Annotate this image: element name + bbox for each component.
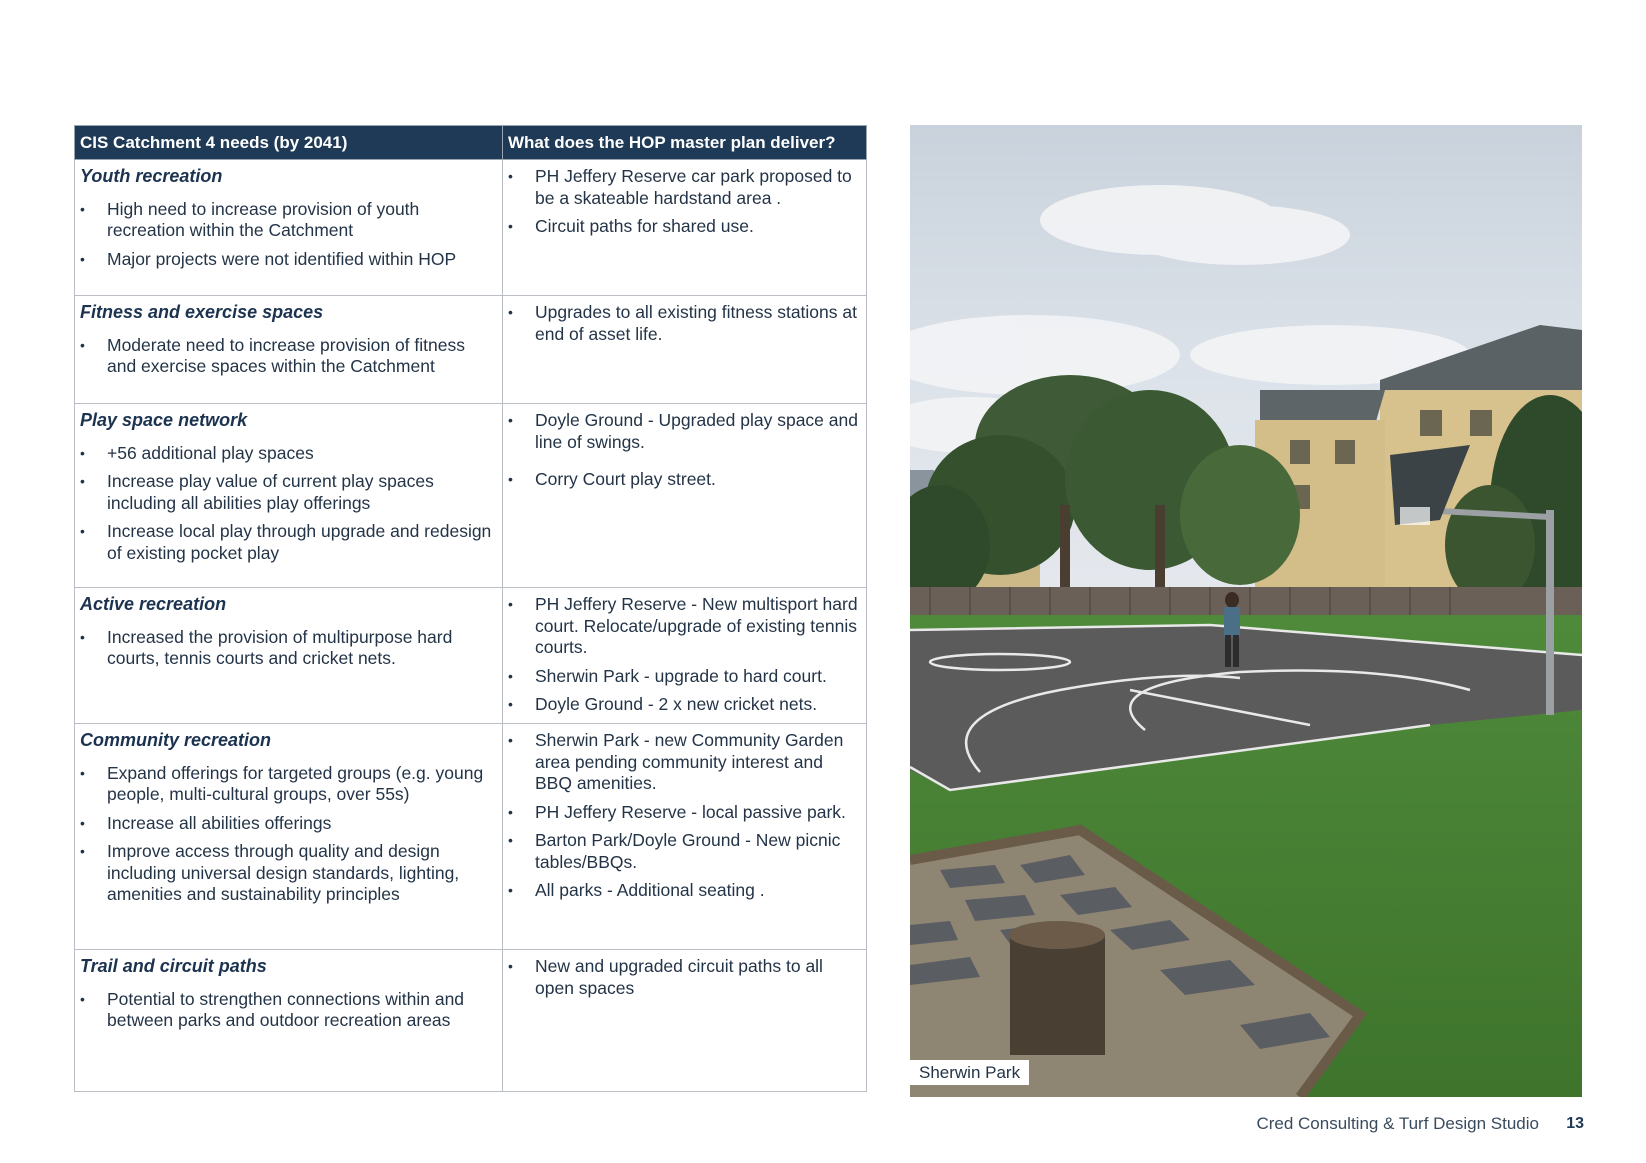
needs-list <box>80 763 497 906</box>
delivers-list <box>508 730 861 902</box>
page-number: 13 <box>1566 1115 1584 1132</box>
sherwin-park-photo <box>910 125 1582 1097</box>
list-item: • Moderate need to increase provision of fitness and exercise spaces within the Catchment <box>80 335 497 378</box>
list-item: • Circuit paths for shared use. <box>508 216 861 238</box>
list-item: • Improve access through quality and design including universal design standards, lighting, amenities and sustainability principles <box>80 841 497 906</box>
footer-credit: Cred Consulting & Turf Design Studio <box>1256 1114 1539 1133</box>
needs-list <box>80 443 497 565</box>
table-row <box>75 296 867 404</box>
category-title: Youth recreation <box>80 166 223 186</box>
list-item: • Doyle Ground - 2 x new cricket nets. <box>508 694 861 716</box>
category-title: Fitness and exercise spaces <box>80 302 324 322</box>
table-row <box>75 404 867 588</box>
table-row <box>75 160 867 296</box>
list-item: • Increase all abilities offerings <box>80 813 497 835</box>
table-row <box>75 588 867 724</box>
needs-cell <box>75 724 503 950</box>
needs-cell <box>75 160 503 296</box>
table-row <box>75 950 867 1092</box>
delivers-cell <box>503 588 867 724</box>
list-item: • Expand offerings for targeted groups (e.g. young people, multi-cultural groups, over 55s) <box>80 763 497 806</box>
list-item: • Upgrades to all existing fitness stations at end of asset life. <box>508 302 861 345</box>
delivers-cell <box>503 404 867 588</box>
delivers-cell <box>503 160 867 296</box>
table-header-row <box>75 126 867 160</box>
needs-list <box>80 335 497 378</box>
list-item: • Corry Court play street. <box>508 469 861 491</box>
list-item: • +56 additional play spaces <box>80 443 497 465</box>
needs-list <box>80 627 497 670</box>
list-item: • Barton Park/Doyle Ground - New picnic tables/BBQs. <box>508 830 861 873</box>
needs-cell <box>75 296 503 404</box>
park-illustration <box>910 125 1582 1097</box>
category-title: Play space network <box>80 410 248 430</box>
header-catchment-needs: CIS Catchment 4 needs (by 2041) <box>75 126 503 160</box>
table-row <box>75 724 867 950</box>
list-item: • Increased the provision of multipurpose hard courts, tennis courts and cricket nets. <box>80 627 497 670</box>
list-item: • New and upgraded circuit paths to all open spaces <box>508 956 861 999</box>
list-item: • Increase play value of current play spaces including all abilities play offerings <box>80 471 497 514</box>
list-item: • Sherwin Park - upgrade to hard court. <box>508 666 861 688</box>
list-item: • PH Jeffery Reserve car park proposed to be a skateable hardstand area . <box>508 166 861 209</box>
tree-stump <box>1009 921 1105 1055</box>
list-item: • PH Jeffery Reserve - local passive park. <box>508 802 861 824</box>
needs-cell <box>75 950 503 1092</box>
needs-delivery-table <box>74 125 867 1092</box>
list-item: • High need to increase provision of youth recreation within the Catchment <box>80 199 497 242</box>
list-item: • Doyle Ground - Upgraded play space and line of swings. <box>508 410 861 453</box>
list-item: • All parks - Additional seating . <box>508 880 861 902</box>
photo-caption: Sherwin Park <box>910 1060 1029 1085</box>
needs-list <box>80 989 497 1032</box>
category-title: Community recreation <box>80 730 272 750</box>
delivers-list <box>508 166 861 238</box>
list-item: • Sherwin Park - new Community Garden area pending community interest and BBQ amenities. <box>508 730 861 795</box>
needs-cell <box>75 404 503 588</box>
needs-list <box>80 199 497 271</box>
list-item: • Increase local play through upgrade and redesign of existing pocket play <box>80 521 497 564</box>
delivers-list <box>508 302 861 345</box>
delivers-cell <box>503 724 867 950</box>
delivers-cell <box>503 296 867 404</box>
delivers-list <box>508 956 861 999</box>
header-master-plan-delivers: What does the HOP master plan deliver? <box>503 126 867 160</box>
needs-cell <box>75 588 503 724</box>
category-title: Active recreation <box>80 594 227 614</box>
list-item: • Major projects were not identified within HOP <box>80 249 497 271</box>
category-title: Trail and circuit paths <box>80 956 267 976</box>
delivers-list <box>508 410 861 491</box>
delivers-list <box>508 594 861 716</box>
fence <box>910 587 1582 619</box>
list-item: • PH Jeffery Reserve - New multisport hard court. Relocate/upgrade of existing tennis courts. <box>508 594 861 659</box>
list-item: • Potential to strengthen connections within and between parks and outdoor recreation areas <box>80 989 497 1032</box>
delivers-cell <box>503 950 867 1092</box>
